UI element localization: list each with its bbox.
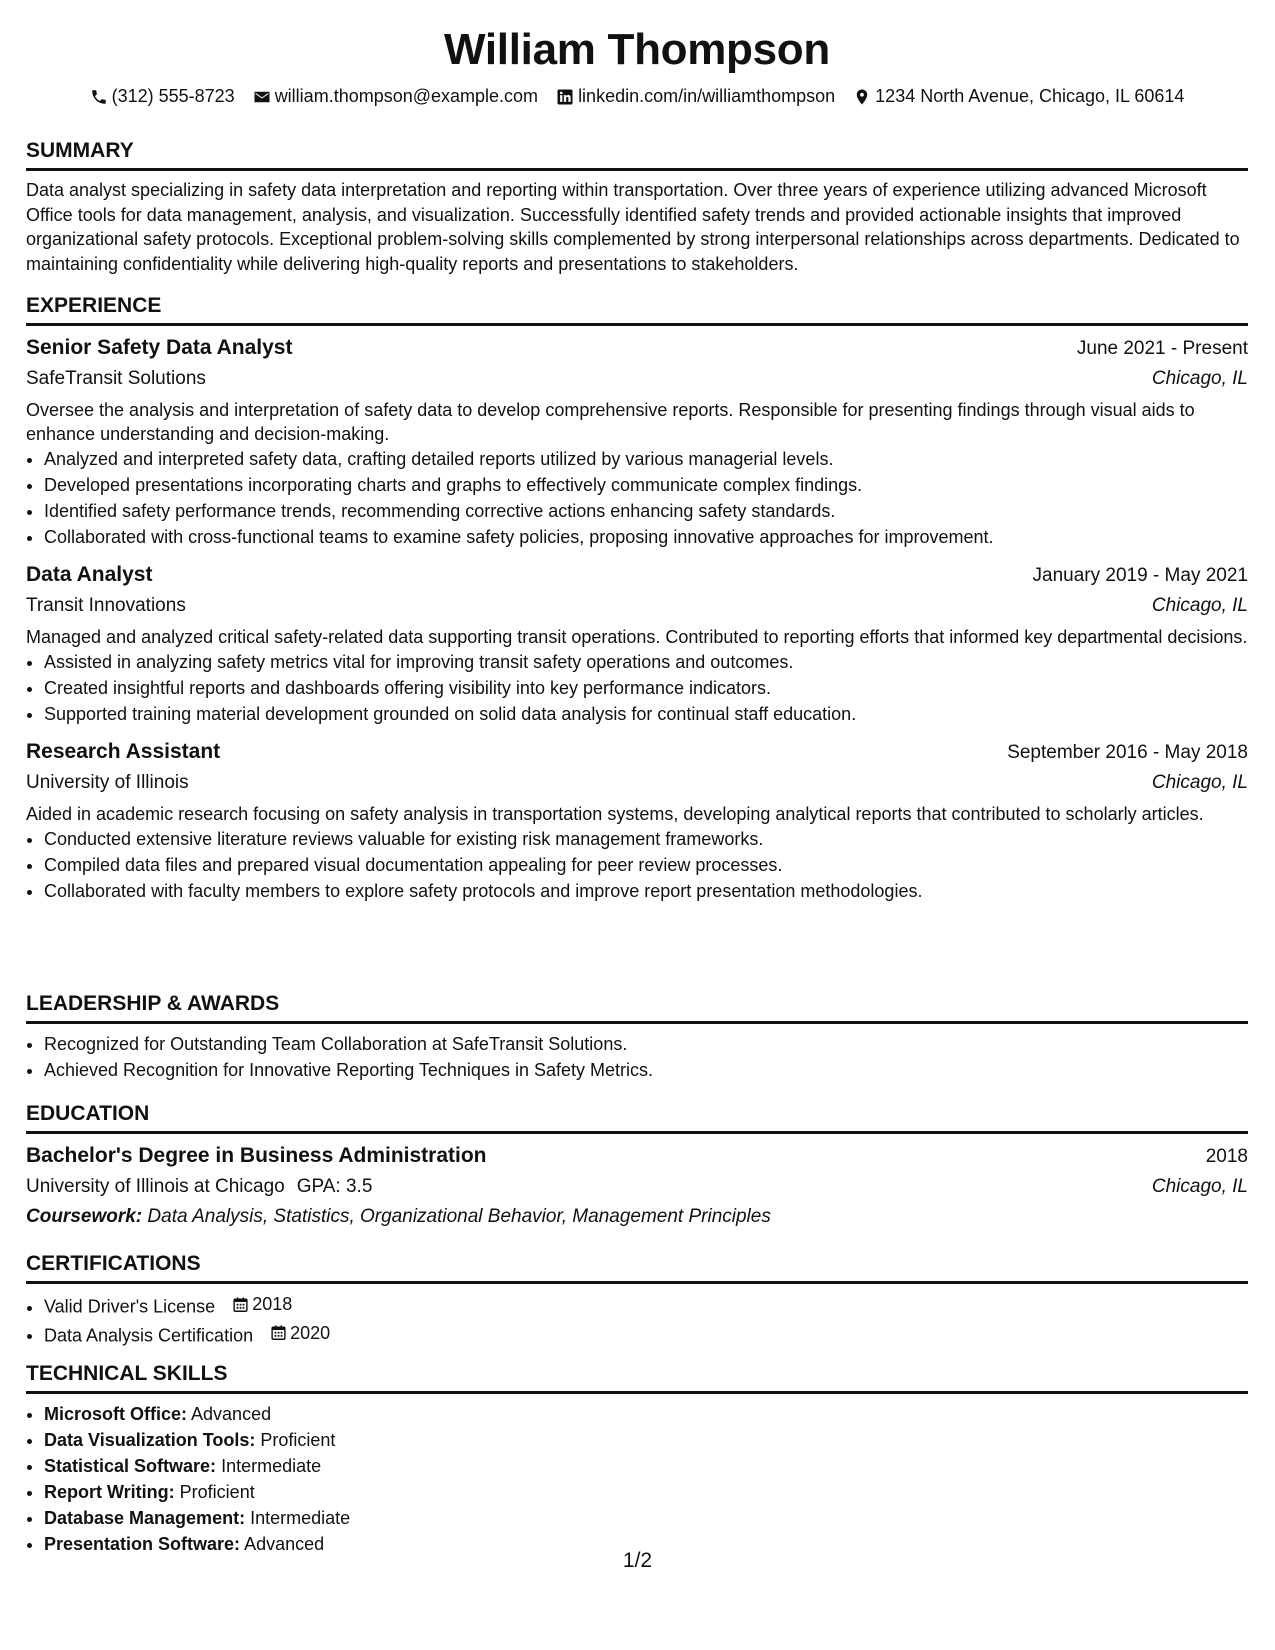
graduation-year: 2018	[1205, 1146, 1248, 1167]
list-item: • Developed presentations incorporating charts and graphs to effectively communicate complex findings.	[44, 472, 1248, 498]
section-title: SUMMARY	[26, 137, 1248, 171]
list-item: • Analyzed and interpreted safety data, crafting detailed reports utilized by various managerial levels.	[44, 446, 1248, 472]
degree-title: Bachelor's Degree in Business Administration	[26, 1144, 487, 1167]
skill-level: Proficient	[260, 1430, 336, 1450]
job-location: Chicago, IL	[1151, 368, 1248, 389]
certification-year: 2018	[252, 1294, 293, 1314]
skill-label: Microsoft Office:	[44, 1404, 188, 1424]
list-item: • Identified safety performance trends, recommending corrective actions enhancing safety standards.	[44, 498, 1248, 524]
list-item	[44, 1291, 1248, 1320]
job-entry	[26, 560, 1248, 727]
job-bullets	[26, 649, 1248, 727]
calendar-icon	[270, 1324, 287, 1341]
list-item	[44, 1453, 1248, 1479]
contact-phone	[90, 84, 235, 109]
skill-level: Intermediate	[250, 1508, 351, 1528]
list-item: • Recognized for Outstanding Team Collaboration at SafeTransit Solutions.	[44, 1031, 1248, 1057]
skill-level: Advanced	[244, 1534, 325, 1554]
job-title: Data Analyst	[26, 563, 153, 586]
coursework-line	[26, 1202, 1248, 1232]
phone-icon	[90, 88, 108, 106]
list-item	[44, 1505, 1248, 1531]
experience-section	[26, 292, 1248, 914]
candidate-name: William Thompson	[444, 25, 830, 74]
section-title: TECHNICAL SKILLS	[26, 1360, 1248, 1394]
education-section	[26, 1100, 1248, 1232]
coursework-label: Coursework:	[26, 1206, 143, 1227]
skill-level: Advanced	[191, 1404, 272, 1424]
list-item	[44, 1479, 1248, 1505]
skill-label: Report Writing:	[44, 1482, 175, 1502]
map-marker-icon	[853, 88, 871, 106]
page-number: 1/2	[622, 1549, 653, 1572]
certification-name: Valid Driver's License	[44, 1296, 216, 1317]
job-entry	[26, 737, 1248, 904]
skill-label: Statistical Software:	[44, 1456, 217, 1476]
certifications-section	[26, 1250, 1248, 1348]
summary-text: Data analyst specializing in safety data interpretation and reporting within transportation. Over three years of experience utilizing advanced Microsoft Office tools for data management, analysis, and visualization. Successfully identified safety trends and provided actionable insights that improved organizational safety protocols. Exceptional problem-solving skills complemented by strong interpersonal relationships across departments. Dedicated to maintaining confidentiality while delivering high-quality reports and presentations to stakeholders.	[26, 180, 1240, 274]
contact-address	[853, 84, 1184, 109]
skills-list	[26, 1401, 1248, 1557]
job-title: Senior Safety Data Analyst	[26, 336, 293, 359]
summary-section	[26, 137, 1248, 276]
job-location: Chicago, IL	[1151, 772, 1248, 793]
award-list	[26, 1031, 1248, 1083]
list-item: • Conducted extensive literature reviews valuable for existing risk management frameworks.	[44, 826, 1248, 852]
skill-level: Proficient	[179, 1482, 255, 1502]
list-item: • Assisted in analyzing safety metrics vital for improving transit safety operations and outcomes.	[44, 649, 1248, 675]
job-dates: January 2019 - May 2021	[1032, 565, 1248, 586]
list-item	[44, 1427, 1248, 1453]
list-item: • Created insightful reports and dashboards offering visibility into key performance indicators.	[44, 675, 1248, 701]
list-item: • Supported training material development grounded on solid data analysis for continual staff education.	[44, 701, 1248, 727]
company-name: SafeTransit Solutions	[26, 368, 206, 389]
list-item: • Collaborated with faculty members to explore safety protocols and improve report presentation methodologies.	[44, 878, 1248, 904]
certification-list	[26, 1291, 1248, 1348]
school-name: University of Illinois at Chicago	[26, 1176, 285, 1197]
company-name: Transit Innovations	[26, 595, 186, 616]
list-item: • Achieved Recognition for Innovative Reporting Techniques in Safety Metrics.	[44, 1057, 1248, 1083]
skill-level: Intermediate	[221, 1456, 322, 1476]
job-bullets	[26, 446, 1248, 550]
skill-label: Data Visualization Tools:	[44, 1430, 256, 1450]
coursework-text: Data Analysis, Statistics, Organizational Behavior, Management Principles	[147, 1206, 771, 1227]
contact-email[interactable]	[253, 84, 538, 109]
company-name: University of Illinois	[26, 772, 189, 793]
job-description: Managed and analyzed critical safety-related data supporting transit operations. Contributed to reporting efforts that informed key departmental decisions.	[26, 627, 1248, 647]
job-entry	[26, 333, 1248, 550]
contact-bar	[26, 84, 1248, 109]
job-description: Oversee the analysis and interpretation of safety data to develop comprehensive reports. Responsible for presenting findings through visual aids to enhance understanding and decision-making.	[26, 400, 1195, 444]
section-title: LEADERSHIP & AWARDS	[26, 990, 1248, 1024]
job-location: Chicago, IL	[1151, 595, 1248, 616]
skill-label: Presentation Software:	[44, 1534, 241, 1554]
job-description: Aided in academic research focusing on safety analysis in transportation systems, developing analytical reports that contributed to scholarly articles.	[26, 804, 1204, 824]
email-link[interactable]: william.thompson@example.com	[274, 86, 539, 106]
job-dates: September 2016 - May 2018	[1007, 742, 1248, 763]
skills-section	[26, 1360, 1248, 1557]
section-title: EDUCATION	[26, 1100, 1248, 1134]
address-text: 1234 North Avenue, Chicago, IL 60614	[875, 86, 1185, 106]
contact-linkedin[interactable]	[556, 84, 835, 109]
phone-text: (312) 555-8723	[111, 86, 235, 106]
calendar-icon	[232, 1296, 249, 1313]
linkedin-link[interactable]: linkedin.com/in/williamthompson	[578, 86, 836, 106]
list-item: • Collaborated with cross-functional teams to examine safety policies, proposing innovative approaches for improvement.	[44, 524, 1248, 550]
section-title: EXPERIENCE	[26, 292, 1248, 326]
certification-date	[232, 1291, 292, 1317]
leadership-section	[26, 990, 1248, 1083]
job-bullets	[26, 826, 1248, 904]
certification-date	[270, 1320, 330, 1346]
list-item	[44, 1401, 1248, 1427]
skill-label: Database Management:	[44, 1508, 246, 1528]
certification-year: 2020	[290, 1322, 331, 1343]
list-item	[44, 1320, 1248, 1349]
job-dates: June 2021 - Present	[1076, 338, 1248, 359]
gpa-text: GPA: 3.5	[296, 1176, 373, 1197]
certification-name: Data Analysis Certification	[44, 1325, 254, 1345]
envelope-icon	[253, 88, 271, 106]
resume-page	[26, 0, 1248, 1554]
linkedin-icon	[556, 88, 574, 106]
section-title: CERTIFICATIONS	[26, 1250, 1248, 1284]
job-title: Research Assistant	[26, 740, 221, 763]
school-line	[26, 1172, 372, 1202]
list-item: • Compiled data files and prepared visual documentation appealing for peer review processes.	[44, 852, 1248, 878]
school-location: Chicago, IL	[1151, 1176, 1248, 1197]
